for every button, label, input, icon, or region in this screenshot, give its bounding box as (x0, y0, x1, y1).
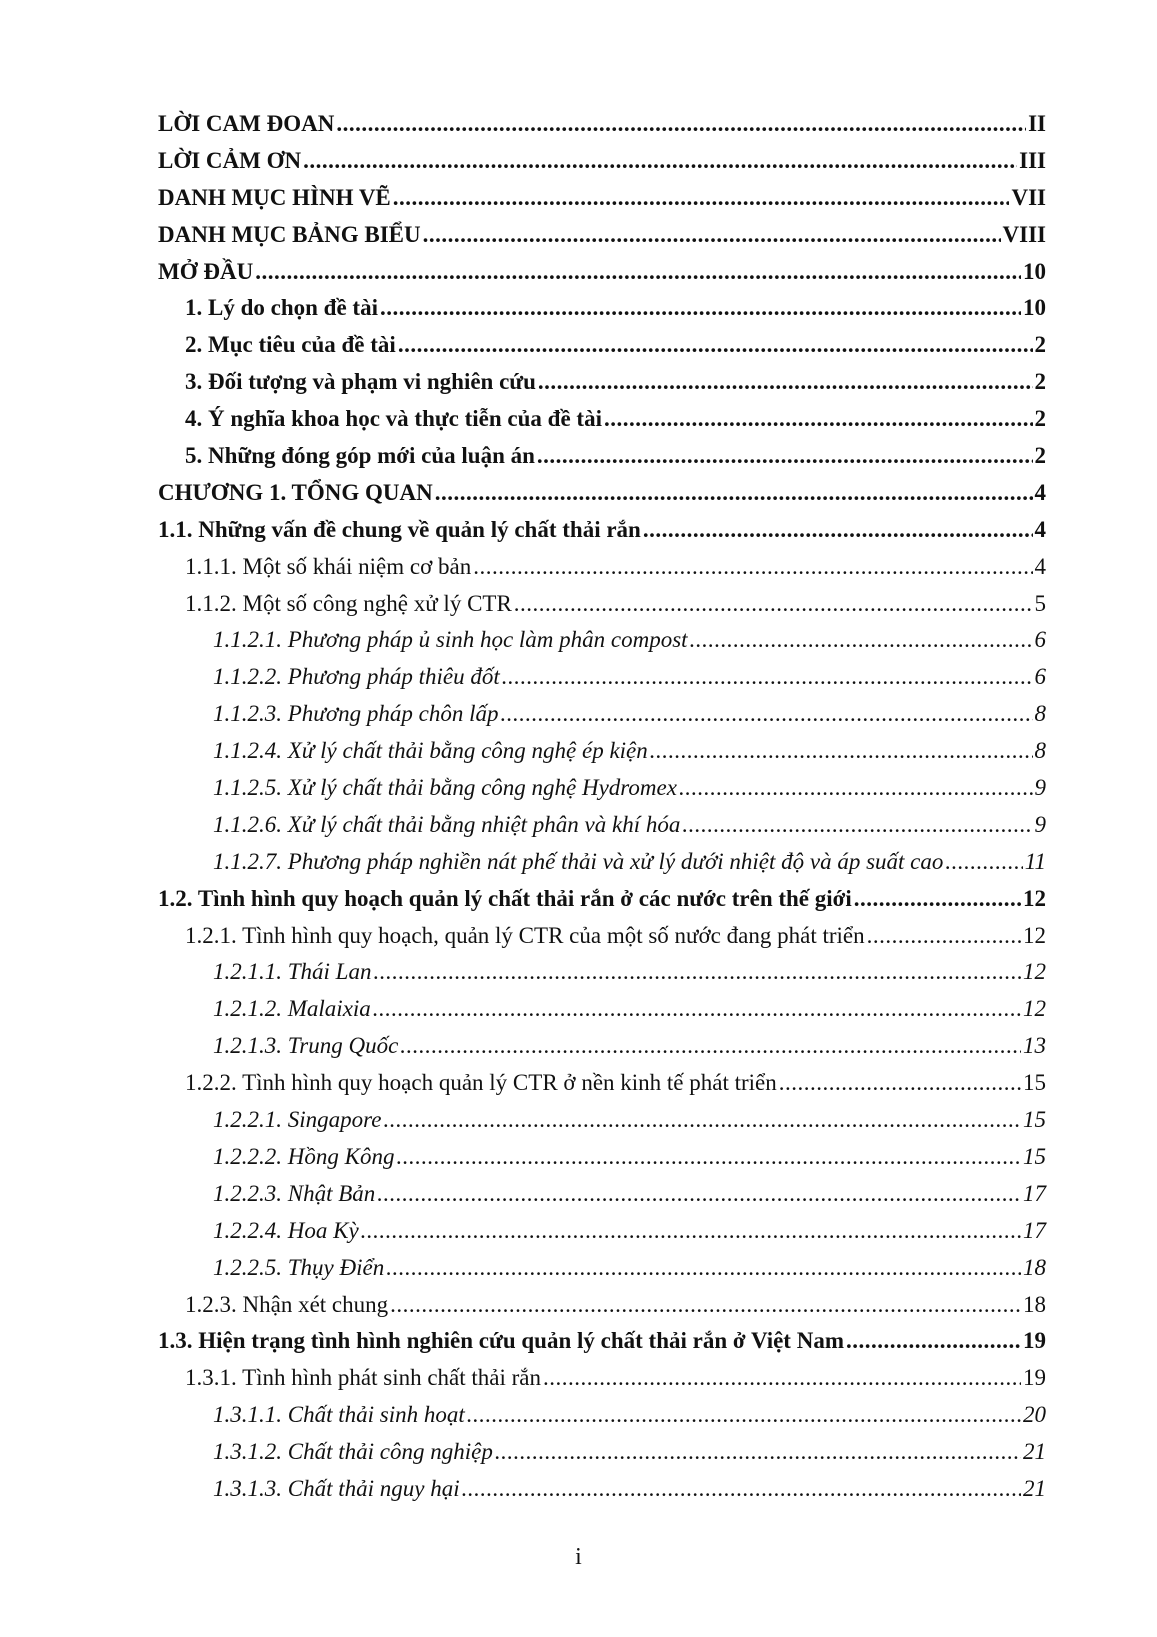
toc-entry[interactable] (158, 106, 1046, 143)
toc-entry-title: 1.2.2. Tình hình quy hoạch quản lý CTR ở nền kinh tế phát triển (185, 1070, 777, 1096)
toc-dot-leader (679, 770, 1033, 807)
toc-entry-page: 12 (1023, 996, 1046, 1022)
toc-entry[interactable] (158, 1102, 1046, 1139)
toc-entry-title: 4. Ý nghĩa khoa học và thực tiễn của đề tài (185, 406, 602, 432)
toc-entry-page: 9 (1034, 811, 1046, 837)
toc-entry[interactable] (158, 622, 1046, 659)
toc-dot-leader (538, 364, 1033, 401)
toc-entry-page: 15 (1023, 1107, 1046, 1133)
toc-entry-page: 21 (1023, 1439, 1046, 1465)
toc-dot-leader (462, 1471, 1021, 1508)
toc-dot-leader (361, 1213, 1021, 1250)
toc-dot-leader (400, 1028, 1021, 1065)
toc-entry[interactable] (158, 1028, 1046, 1065)
toc-dot-leader (336, 106, 1026, 143)
toc-entry[interactable] (158, 1397, 1046, 1434)
toc-dot-leader (473, 549, 1032, 586)
toc-dot-leader (604, 401, 1033, 438)
toc-entry[interactable] (158, 1065, 1046, 1102)
toc-entry[interactable] (158, 807, 1046, 844)
toc-entry-page: 10 (1023, 258, 1046, 284)
toc-entry-page: VII (1011, 184, 1046, 210)
toc-entry-page: 12 (1023, 922, 1046, 948)
toc-entry-page: VIII (1002, 221, 1046, 247)
toc-entry[interactable] (158, 364, 1046, 401)
toc-entry-page: 20 (1023, 1402, 1046, 1428)
toc-entry-title: 1.1.1. Một số khái niệm cơ bản (185, 553, 472, 579)
toc-dot-leader (854, 881, 1021, 918)
toc-entry-title: 1.1.2.6. Xử lý chất thải bằng nhiệt phân và khí hóa (213, 811, 681, 837)
toc-entry[interactable] (158, 844, 1046, 881)
table-of-contents (158, 106, 1046, 1508)
toc-entry[interactable] (158, 512, 1046, 549)
toc-entry-page: 17 (1023, 1180, 1046, 1206)
toc-entry-page: 2 (1034, 406, 1046, 432)
toc-entry[interactable] (158, 881, 1046, 918)
toc-dot-leader (500, 696, 1032, 733)
toc-entry-title: 1.2.2.1. Singapore (213, 1107, 382, 1133)
toc-entry-title: 1.2.1. Tình hình quy hoạch, quản lý CTR của một số nước đang phát triển (185, 922, 865, 948)
toc-entry[interactable] (158, 1434, 1046, 1471)
toc-entry-title: 1.2.1.1. Thái Lan (213, 959, 372, 985)
toc-entry[interactable] (158, 401, 1046, 438)
toc-entry-title: 1.1. Những vấn đề chung về quản lý chất thải rắn (158, 516, 641, 542)
toc-entry-title: 1.1.2.4. Xử lý chất thải bằng công nghệ ép kiện (213, 738, 648, 764)
toc-entry-title: 1.2.2.3. Nhật Bản (213, 1180, 376, 1206)
toc-entry[interactable] (158, 1360, 1046, 1397)
toc-entry[interactable] (158, 733, 1046, 770)
toc-entry-title: DANH MỤC HÌNH VẼ (158, 184, 391, 210)
toc-entry-page: III (1019, 147, 1046, 173)
toc-entry-title: 2. Mục tiêu của đề tài (185, 332, 396, 358)
toc-entry-title: 1. Lý do chọn đề tài (185, 295, 378, 321)
toc-entry-page: 4 (1034, 516, 1046, 542)
toc-dot-leader (390, 1287, 1021, 1324)
toc-entry[interactable] (158, 438, 1046, 475)
toc-entry[interactable] (158, 475, 1046, 512)
toc-entry-page: 11 (1024, 848, 1046, 874)
toc-entry-title: 1.3.1. Tình hình phát sinh chất thải rắn (185, 1365, 542, 1391)
toc-entry[interactable] (158, 1176, 1046, 1213)
toc-entry-title: LỜI CẢM ƠN (158, 147, 302, 173)
toc-entry-title: 1.2.3. Nhận xét chung (185, 1291, 389, 1317)
toc-dot-leader (377, 1176, 1021, 1213)
toc-dot-leader (945, 844, 1022, 881)
toc-entry-page: 8 (1034, 738, 1046, 764)
toc-dot-leader (779, 1065, 1021, 1102)
toc-dot-leader (398, 327, 1033, 364)
toc-dot-leader (380, 290, 1021, 327)
toc-entry[interactable] (158, 1250, 1046, 1287)
toc-dot-leader (690, 622, 1033, 659)
toc-entry[interactable] (158, 954, 1046, 991)
toc-entry[interactable] (158, 1471, 1046, 1508)
toc-dot-leader (435, 475, 1033, 512)
toc-dot-leader (514, 586, 1033, 623)
toc-dot-leader (396, 1139, 1021, 1176)
toc-entry-title: 1.3.1.2. Chất thải công nghiệp (213, 1439, 493, 1465)
toc-entry-title: 5. Những đóng góp mới của luận án (185, 443, 535, 469)
toc-entry-page: 6 (1034, 627, 1046, 653)
toc-entry-title: 1.2. Tình hình quy hoạch quản lý chất thải rắn ở các nước trên thế giới (158, 885, 852, 911)
toc-dot-leader (386, 1250, 1021, 1287)
toc-entry-title: 1.1.2.5. Xử lý chất thải bằng công nghệ Hydromex (213, 775, 677, 801)
toc-entry-page: 4 (1034, 553, 1046, 579)
toc-entry-page: 5 (1034, 590, 1046, 616)
toc-entry[interactable] (158, 696, 1046, 733)
toc-entry[interactable] (158, 1323, 1046, 1360)
toc-dot-leader (303, 143, 1017, 180)
toc-entry[interactable] (158, 1139, 1046, 1176)
toc-entry[interactable] (158, 290, 1046, 327)
toc-entry-page: 17 (1023, 1217, 1046, 1243)
toc-entry[interactable] (158, 327, 1046, 364)
toc-entry[interactable] (158, 659, 1046, 696)
toc-entry-page: 4 (1034, 479, 1046, 505)
toc-entry-page: 9 (1034, 775, 1046, 801)
toc-entry-title: 1.3.1.1. Chất thải sinh hoạt (213, 1402, 465, 1428)
toc-entry-page: 15 (1023, 1143, 1046, 1169)
toc-entry-page: 6 (1034, 664, 1046, 690)
toc-dot-leader (543, 1360, 1021, 1397)
toc-entry-page: 2 (1034, 443, 1046, 469)
toc-entry-title: 1.3.1.3. Chất thải nguy hại (213, 1475, 460, 1501)
toc-entry-title: 1.2.2.4. Hoa Kỳ (213, 1217, 359, 1243)
toc-dot-leader (643, 512, 1033, 549)
toc-dot-leader (682, 807, 1032, 844)
toc-entry-title: 1.2.1.3. Trung Quốc (213, 1033, 399, 1059)
toc-entry[interactable] (158, 1213, 1046, 1250)
toc-entry-page: 10 (1023, 295, 1046, 321)
toc-dot-leader (467, 1397, 1021, 1434)
page-number: i (575, 1544, 582, 1570)
toc-dot-leader (423, 217, 1001, 254)
toc-entry[interactable] (158, 770, 1046, 807)
toc-entry-page: 18 (1023, 1291, 1046, 1317)
toc-dot-leader (495, 1434, 1021, 1471)
toc-entry-page: 19 (1023, 1365, 1046, 1391)
toc-entry[interactable] (158, 918, 1046, 955)
toc-entry[interactable] (158, 180, 1046, 217)
toc-entry-title: 1.1.2.2. Phương pháp thiêu đốt (213, 664, 500, 690)
toc-dot-leader (650, 733, 1033, 770)
toc-entry-page: 12 (1023, 959, 1046, 985)
toc-entry-title: 1.2.2.2. Hồng Kông (213, 1143, 395, 1169)
toc-entry-page: 8 (1034, 701, 1046, 727)
toc-dot-leader (373, 991, 1021, 1028)
toc-entry-page: 13 (1023, 1033, 1046, 1059)
toc-entry-page: 21 (1023, 1475, 1046, 1501)
toc-entry-title: 1.3. Hiện trạng tình hình nghiên cứu quản lý chất thải rắn ở Việt Nam (158, 1328, 844, 1354)
toc-entry-page: 2 (1034, 332, 1046, 358)
toc-entry[interactable] (158, 991, 1046, 1028)
toc-entry[interactable] (158, 1287, 1046, 1324)
toc-dot-leader (383, 1102, 1021, 1139)
toc-dot-leader (846, 1323, 1021, 1360)
toc-entry-page: 12 (1023, 885, 1046, 911)
toc-entry-title: 3. Đối tượng và phạm vi nghiên cứu (185, 369, 536, 395)
toc-dot-leader (502, 659, 1033, 696)
toc-entry-title: 1.1.2. Một số công nghệ xử lý CTR (185, 590, 512, 616)
toc-entry[interactable] (158, 143, 1046, 180)
toc-dot-leader (373, 954, 1021, 991)
toc-entry-page: 18 (1023, 1254, 1046, 1280)
toc-entry-page: 2 (1034, 369, 1046, 395)
toc-dot-leader (867, 918, 1021, 955)
toc-entry-page: II (1028, 111, 1046, 136)
toc-entry-title: LỜI CAM ĐOAN (158, 111, 335, 136)
toc-entry-title: 1.2.2.5. Thụy Điển (213, 1254, 385, 1280)
toc-entry-page: 15 (1023, 1070, 1046, 1096)
toc-entry[interactable] (158, 217, 1046, 254)
toc-entry[interactable] (158, 254, 1046, 291)
toc-entry-page: 19 (1023, 1328, 1046, 1354)
toc-entry-title: 1.2.1.2. Malaixia (213, 996, 371, 1022)
toc-entry-title: 1.1.2.7. Phương pháp nghiền nát phế thải và xử lý dưới nhiệt độ và áp suất cao (213, 848, 944, 874)
toc-entry[interactable] (158, 549, 1046, 586)
toc-entry-title: DANH MỤC BẢNG BIỂU (158, 221, 421, 247)
toc-entry-title: 1.1.2.1. Phương pháp ủ sinh học làm phân compost (213, 627, 688, 653)
toc-dot-leader (393, 180, 1010, 217)
toc-dot-leader (537, 438, 1033, 475)
toc-entry-title: 1.1.2.3. Phương pháp chôn lấp (213, 701, 499, 727)
toc-entry-title: MỞ ĐẦU (158, 258, 254, 284)
toc-entry[interactable] (158, 586, 1046, 623)
toc-entry-title: CHƯƠNG 1. TỔNG QUAN (158, 479, 433, 505)
toc-dot-leader (255, 254, 1021, 291)
